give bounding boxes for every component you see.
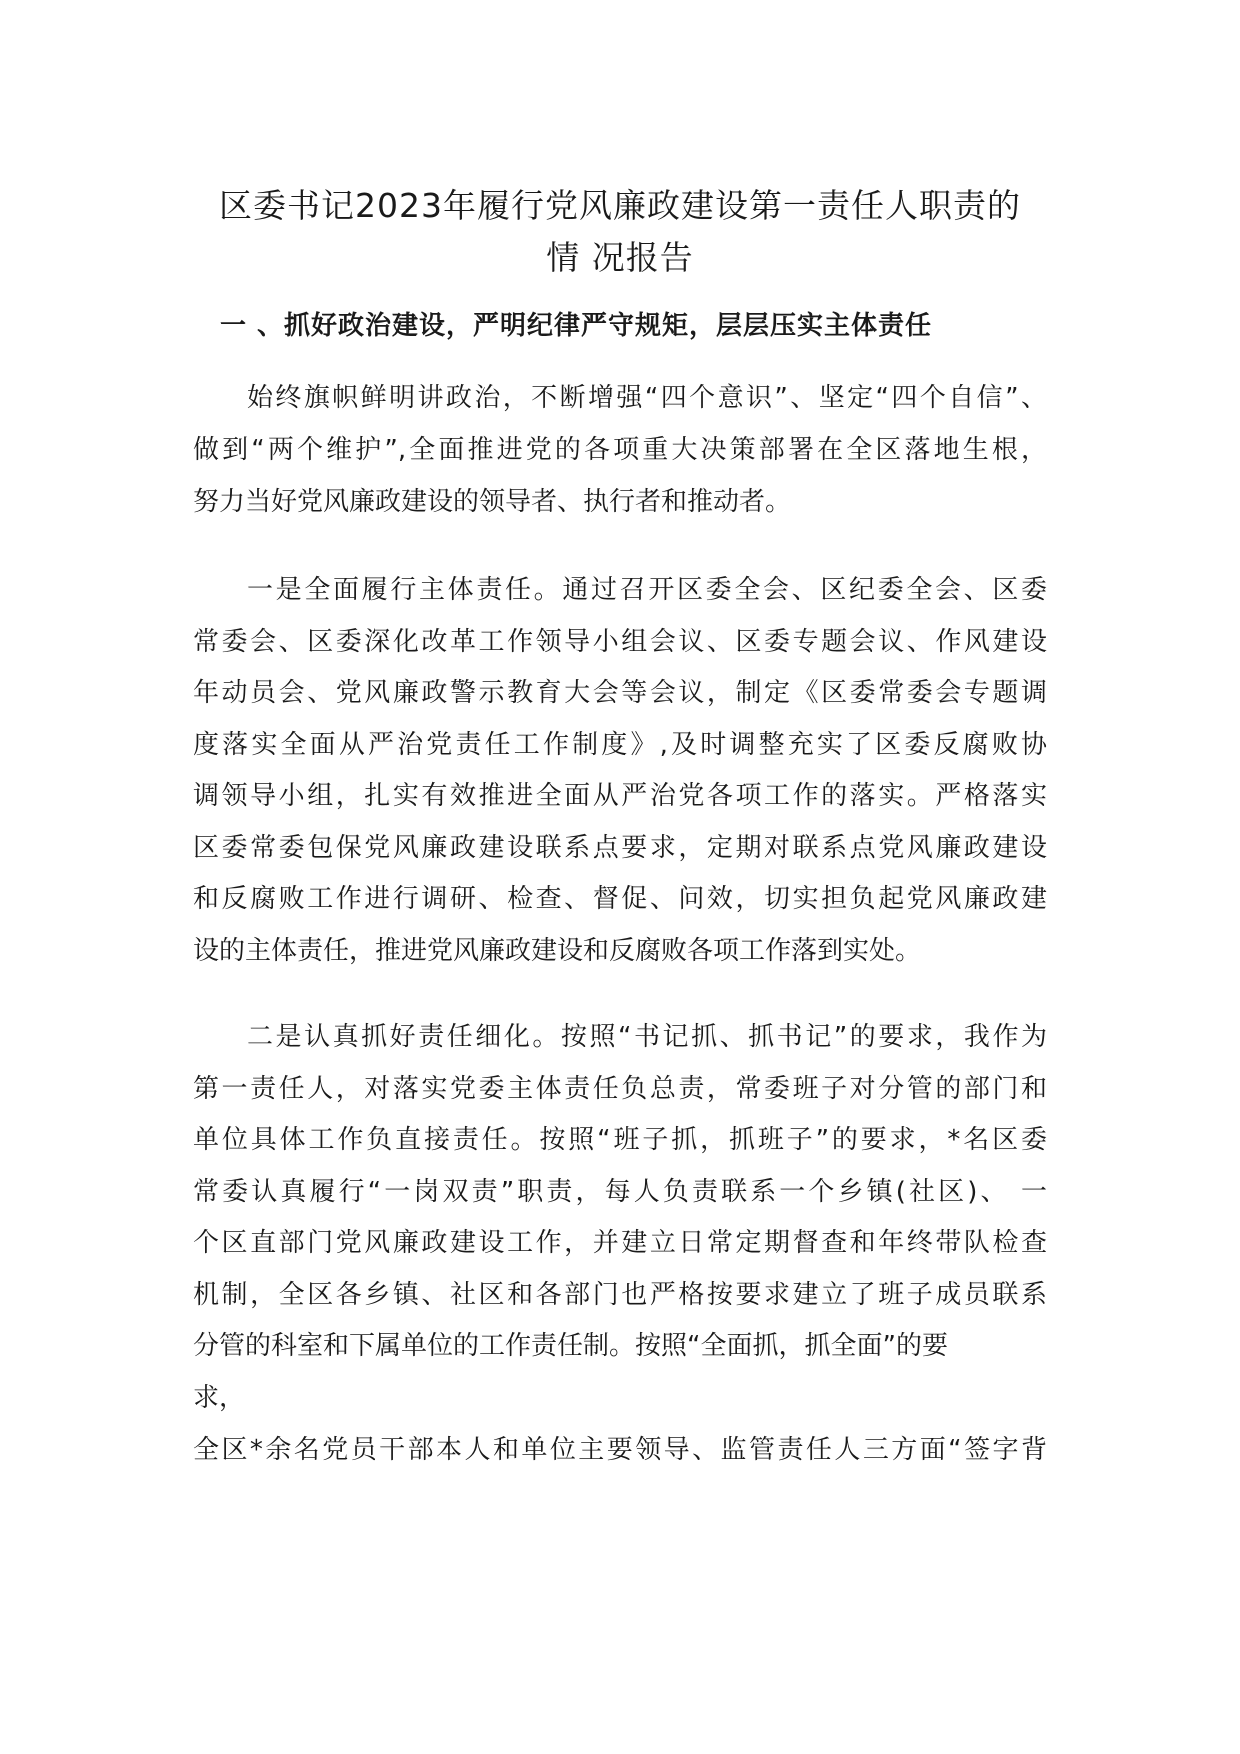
paragraph-2-line-7: 和反腐败工作进行调研、检查、督促、问效，切实担负起党风廉政建 [193,884,1047,914]
paragraph-3-line-9: 全区*余名党员干部本人和单位主要领导、监管责任人三方面“签字背 [193,1435,1047,1465]
paragraph-2-line-6: 区委常委包保党风廉政建设联系点要求，定期对联系点党风廉政建设 [193,833,1047,863]
paragraph-3-line-1: 二是认真抓好责任细化。按照“书记抓、抓书记”的要求，我作为 [247,1022,1047,1052]
paragraph-2-line-4: 度落实全面从严治党责任工作制度》,及时调整充实了区委反腐败协 [193,730,1047,760]
document-title-line-1: 区委书记2023年履行党风廉政建设第一责任人职责的 [219,186,1021,225]
paragraph-3-line-3: 单位具体工作负直接责任。按照“班子抓，抓班子”的要求，*名区委 [193,1125,1047,1155]
paragraph-3-line-2: 第一责任人，对落实党委主体责任负总责，常委班子对分管的部门和 [193,1074,1047,1104]
document-title-line-2: 情 况报告 [546,238,694,277]
paragraph-2-line-1: 一是全面履行主体责任。通过召开区委全会、区纪委全会、区委 [247,575,1047,605]
paragraph-1-line-2: 做到“两个维护”,全面推进党的各项重大决策部署在全区落地生根， [193,435,1047,465]
paragraph-2-line-5: 调领导小组，扎实有效推进全面从严治党各项工作的落实。严格落实 [193,781,1047,811]
paragraph-2-line-2: 常委会、区委深化改革工作领导小组会议、区委专题会议、作风建设 [193,627,1047,657]
paragraph-1-line-1: 始终旗帜鲜明讲政治，不断增强“四个意识”、坚定“四个自信”、 [247,383,1047,413]
paragraph-3-line-8: 求， [193,1383,246,1413]
paragraph-3-line-7: 分管的科室和下属单位的工作责任制。按照“全面抓，抓全面”的要 [193,1331,948,1361]
section-1-heading: 一 、抓好政治建设，严明纪律严守规矩，层层压实主体责任 [220,311,933,341]
paragraph-2-line-3: 年动员会、党风廉政警示教育大会等会议，制定《区委常委会专题调 [193,678,1047,708]
paragraph-3-line-4: 常委认真履行“一岗双责”职责，每人负责联系一个乡镇(社区)、 一 [193,1177,1047,1207]
paragraph-3-line-5: 个区直部门党风廉政建设工作，并建立日常定期督查和年终带队检查 [193,1228,1047,1258]
paragraph-2-line-8: 设的主体责任，推进党风廉政建设和反腐败各项工作落到实处。 [193,936,922,966]
paragraph-3-line-6: 机制，全区各乡镇、社区和各部门也严格按要求建立了班子成员联系 [193,1280,1047,1310]
paragraph-1-line-3: 努力当好党风廉政建设的领导者、执行者和推动者。 [193,487,792,517]
